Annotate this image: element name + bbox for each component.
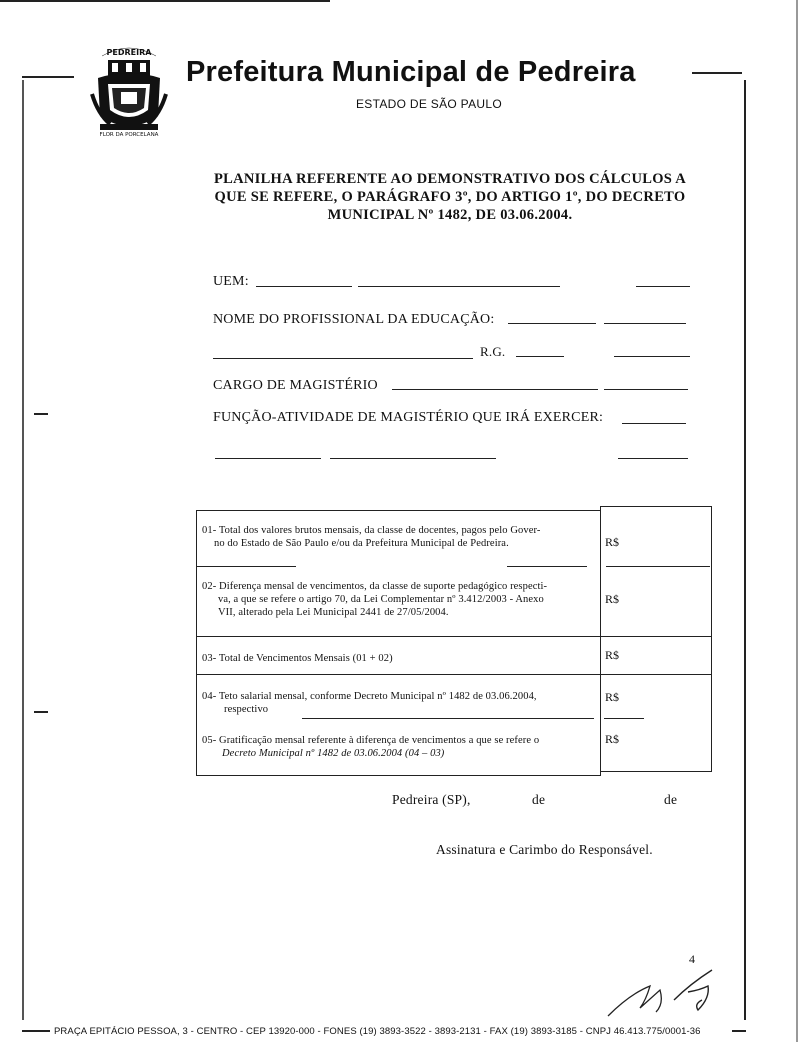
table-right-border <box>711 506 712 772</box>
row-4-line-2: respectivo <box>224 704 269 715</box>
row-2-line-1: 02- Diferença mensal de vencimentos, da classe de suporte pedagógico respecti- <box>202 581 548 592</box>
crest-bottom-text: FLOR DA PORCELANA <box>99 132 159 138</box>
row-5-line-1: 05- Gratificação mensal referente à diferença de vencimentos a que se refere o <box>202 735 540 746</box>
row-tick-1 <box>196 522 197 552</box>
municipal-crest <box>88 44 170 144</box>
row-sep-3 <box>196 674 712 675</box>
scan-mark-left-1 <box>34 413 48 415</box>
funcao-continuation-blank-3[interactable] <box>618 458 688 459</box>
row-1-line-2: no do Estado de São Paulo e/ou da Prefeitura Municipal de Pedreira. <box>214 538 509 549</box>
page-frame-right <box>744 80 746 1020</box>
row-sep-4-left <box>302 718 594 719</box>
scan-mark-left-2 <box>34 711 48 713</box>
row-1-currency: R$ <box>605 535 620 549</box>
right-scan-edge <box>796 0 798 1042</box>
row-3-currency: R$ <box>605 648 620 662</box>
funcao-continuation-blank-1[interactable] <box>215 458 321 459</box>
brand-title: Prefeitura Municipal de Pedreira <box>186 56 636 88</box>
row-sep-2 <box>196 636 712 637</box>
title-line-3: MUNICIPAL Nº 1482, DE 03.06.2004. <box>327 207 573 223</box>
table-row-1-text <box>202 524 598 550</box>
table-top-border-right <box>600 506 712 507</box>
row-3-line-1: 03- Total de Vencimentos Mensais (01 + 02) <box>202 653 393 664</box>
top-edge-line <box>0 0 330 2</box>
row-sep-1-value <box>606 566 710 567</box>
crest-top-text: PEDREIRA <box>106 48 152 57</box>
row-2-currency: R$ <box>605 592 620 606</box>
cargo-blank-2[interactable] <box>604 389 688 390</box>
rg-blank-2[interactable] <box>614 356 690 357</box>
table-column-divider <box>600 506 601 776</box>
row-4-currency: R$ <box>605 690 620 704</box>
table-bottom-border <box>196 775 600 776</box>
table-row-2-text <box>202 580 598 619</box>
funcao-blank-1[interactable] <box>622 423 686 424</box>
title-line-2: QUE SE REFERE, O PARÁGRAFO 3º, DO ARTIGO 1º, DO DECRETO <box>214 189 686 205</box>
row-sep-1-right <box>507 566 587 567</box>
nome-blank-1[interactable] <box>508 323 596 324</box>
table-row-3-text <box>202 652 598 665</box>
city-date-label: Pedreira (SP), <box>392 792 471 807</box>
nome-continuation-blank[interactable] <box>213 358 473 359</box>
cargo-label: CARGO DE MAGISTÉRIO <box>213 378 378 393</box>
row-sep-4-right <box>604 718 644 719</box>
row-1-line-1: 01- Total dos valores brutos mensais, da classe de docentes, pagos pelo Gover- <box>202 525 541 536</box>
rg-label: R.G. <box>480 344 506 359</box>
funcao-label: FUNÇÃO-ATIVIDADE DE MAGISTÉRIO QUE IRÁ EXERCER: <box>213 410 604 425</box>
header-right-rule <box>692 72 742 74</box>
document-title <box>200 170 700 224</box>
row-tick-5 <box>196 736 197 766</box>
state-subtitle: ESTADO DE SÃO PAULO <box>356 97 502 111</box>
row-4-line-1: 04- Teto salarial mensal, conforme Decreto Municipal nº 1482 de 03.06.2004, <box>202 691 537 702</box>
date-de-2: de <box>664 792 678 807</box>
row-2-line-3: VII, alterado pela Lei Municipal 2441 de 27/05/2004. <box>218 607 449 618</box>
footer-right-rule <box>732 1030 746 1032</box>
row-2-line-2: va, a que se refere o artigo 70, da Lei Complementar nº 3.412/2003 - Anexo <box>218 594 544 605</box>
uem-blank-1[interactable] <box>256 286 352 287</box>
footer-address: PRAÇA EPITÁCIO PESSOA, 3 - CENTRO - CEP 13920-000 - FONES (19) 3893-3522 - 3893-2131 - FAX (19) 3893-3185 - CNPJ 46.413.775/0001-36 <box>54 1026 701 1037</box>
date-de-1: de <box>532 792 546 807</box>
row-tick-2 <box>196 584 197 624</box>
handwritten-initials <box>600 964 740 1024</box>
header-left-rule <box>22 76 74 78</box>
funcao-continuation-blank-2[interactable] <box>330 458 496 459</box>
row-5-line-2: Decreto Municipal nº 1482 de 03.06.2004 (04 – 03) <box>222 748 445 759</box>
uem-label: UEM: <box>213 274 249 289</box>
uem-blank-3[interactable] <box>636 286 690 287</box>
signature-caption: Assinatura e Carimbo do Responsável. <box>436 842 653 857</box>
row-5-currency: R$ <box>605 732 620 746</box>
uem-blank-2[interactable] <box>358 286 560 287</box>
table-bottom-border-right <box>600 771 712 772</box>
cargo-blank-1[interactable] <box>392 389 598 390</box>
page-frame-left <box>22 80 24 1020</box>
nome-label: NOME DO PROFISSIONAL DA EDUCAÇÃO: <box>213 312 495 327</box>
table-row-5-text <box>202 734 598 760</box>
page-number: 4 <box>689 952 695 966</box>
rg-blank-1[interactable] <box>516 356 564 357</box>
table-top-border-left <box>196 510 600 511</box>
nome-blank-2[interactable] <box>604 323 686 324</box>
row-sep-1-left <box>196 566 296 567</box>
row-tick-4 <box>196 690 197 716</box>
table-row-4-text <box>202 690 598 716</box>
title-line-1: PLANILHA REFERENTE AO DEMONSTRATIVO DOS CÁLCULOS A <box>213 171 687 187</box>
footer-left-rule <box>22 1030 50 1032</box>
